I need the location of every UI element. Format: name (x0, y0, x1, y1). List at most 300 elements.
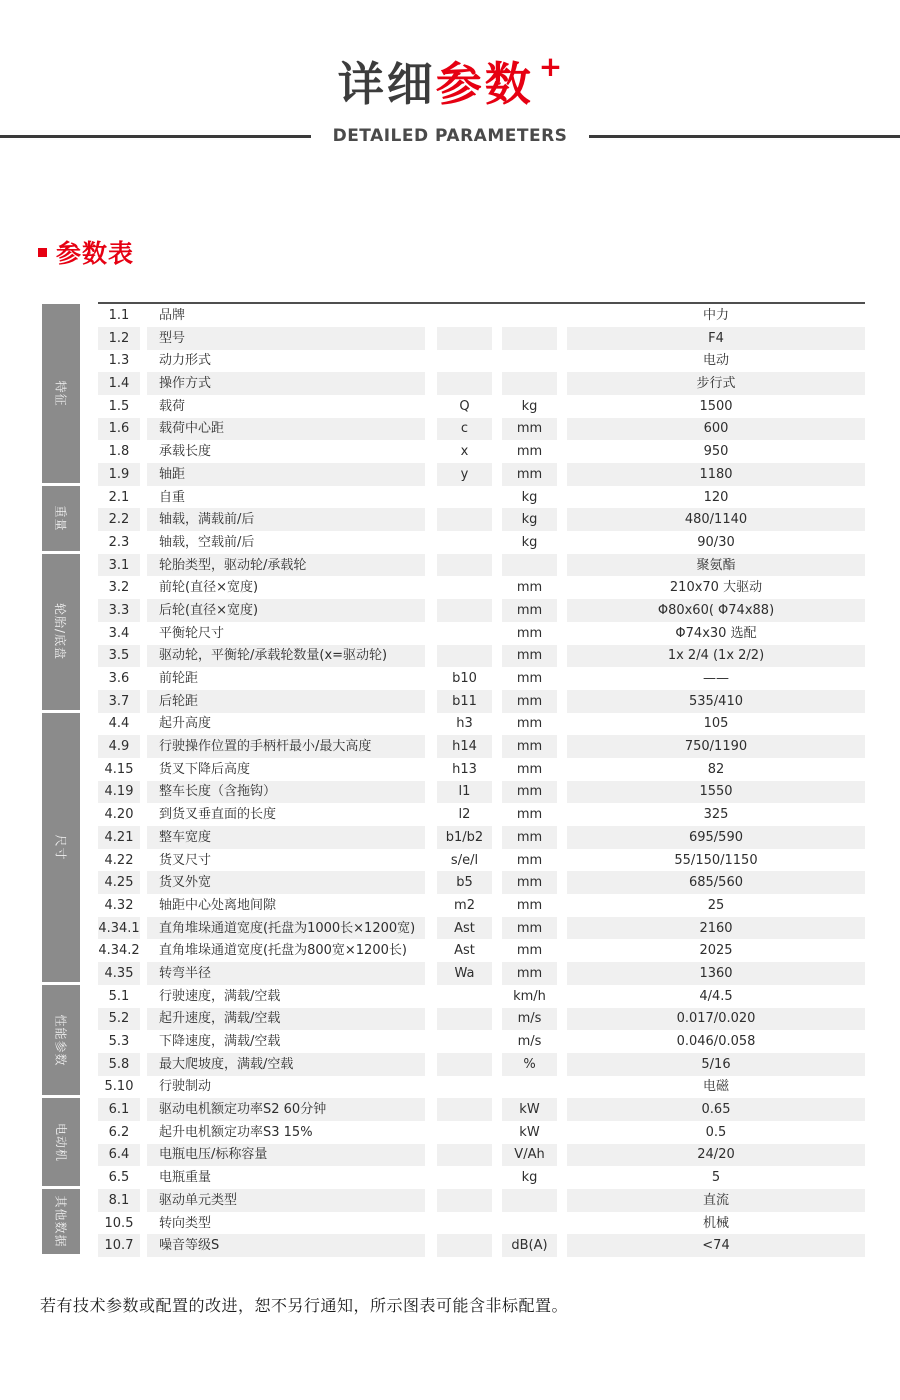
param-value-cell: 步行式 (567, 372, 865, 395)
param-unit-cell (502, 327, 557, 350)
cell-gap (140, 350, 147, 373)
param-symbol-cell: Q (459, 398, 470, 414)
cell-gap (140, 803, 147, 826)
param-name-cell: 轴载，空载前/后 (159, 534, 255, 550)
table-row (98, 508, 865, 531)
cell-gap (492, 463, 502, 486)
cell-gap (492, 554, 502, 577)
param-unit-cell: kW (519, 1124, 540, 1140)
cell-gap (557, 1121, 567, 1144)
param-name-cell: 整车宽度 (147, 826, 425, 849)
cell-gap (425, 1053, 437, 1076)
param-value-cell: 695/590 (567, 826, 865, 849)
cell-gap (425, 463, 437, 486)
cell-gap (140, 849, 147, 872)
cell-gap (140, 645, 147, 668)
param-name-cell: 轴距 (147, 463, 425, 486)
param-value-cell: 1500 (699, 398, 733, 414)
param-name-cell: 型号 (147, 327, 425, 350)
cell-gap (425, 1030, 437, 1053)
table-row (98, 735, 865, 758)
cell-gap (425, 508, 437, 531)
table-row (98, 781, 865, 804)
cell-gap (492, 1189, 502, 1212)
cell-gap (557, 781, 567, 804)
param-symbol-cell (437, 327, 492, 350)
param-symbol-cell (437, 372, 492, 395)
param-unit-cell: mm (516, 943, 543, 959)
row-index-cell: 6.2 (108, 1124, 130, 1140)
cell-gap (425, 554, 437, 577)
cell-gap (492, 350, 502, 373)
row-index-cell: 10.7 (98, 1234, 140, 1257)
row-index-cell: 6.5 (108, 1170, 130, 1186)
param-unit-cell: kg (521, 534, 538, 550)
param-unit-cell (502, 1189, 557, 1212)
param-symbol-cell: c (437, 418, 492, 441)
row-index-cell: 3.1 (98, 554, 140, 577)
cell-gap (425, 1121, 437, 1144)
row-index-cell: 1.8 (108, 444, 130, 460)
row-index-cell: 4.20 (104, 807, 134, 823)
cell-gap (557, 803, 567, 826)
cell-gap (557, 1166, 567, 1189)
cell-gap (557, 576, 567, 599)
section-rows (98, 486, 865, 554)
param-name-cell: 行驶速度，满载/空载 (159, 988, 281, 1004)
cell-gap (492, 1234, 502, 1257)
param-symbol-cell (437, 1053, 492, 1076)
row-index-cell: 4.32 (104, 897, 134, 913)
cell-gap (140, 667, 147, 690)
row-index-cell: 10.5 (104, 1215, 134, 1231)
cell-gap (140, 599, 147, 622)
param-name-cell: 电瓶电压/标称容量 (147, 1144, 425, 1167)
cell-gap (425, 395, 437, 418)
table-row (98, 894, 865, 917)
section-heading (38, 234, 900, 270)
cell-gap (425, 350, 437, 373)
row-index-cell: 1.2 (98, 327, 140, 350)
param-unit-cell: mm (516, 444, 543, 460)
param-unit-cell (502, 554, 557, 577)
param-unit-cell: mm (516, 625, 543, 641)
param-name-cell: 起升高度 (159, 716, 212, 732)
param-symbol-cell: h3 (456, 716, 473, 732)
cell-gap (492, 531, 502, 554)
table-row (98, 667, 865, 690)
param-value-cell: 90/30 (697, 534, 735, 550)
cell-gap (557, 690, 567, 713)
table-section (42, 554, 865, 713)
cell-gap (140, 1234, 147, 1257)
cell-gap (492, 1121, 502, 1144)
param-unit-cell: mm (502, 418, 557, 441)
category-label (42, 304, 80, 483)
cell-gap (492, 1076, 502, 1099)
cell-gap (140, 395, 147, 418)
table-row (98, 372, 865, 395)
cell-gap (557, 1144, 567, 1167)
row-index-cell: 1.9 (98, 463, 140, 486)
param-name-cell: 起升速度，满载/空载 (147, 1008, 425, 1031)
page-subtitle: DETAILED PARAMETERS (332, 126, 568, 147)
page-header (0, 0, 900, 146)
param-name-cell: 品牌 (159, 308, 186, 324)
cell-gap (140, 713, 147, 736)
cell-gap (425, 985, 437, 1008)
cell-gap (557, 372, 567, 395)
cell-gap (425, 735, 437, 758)
row-index-cell: 6.4 (98, 1144, 140, 1167)
param-symbol-cell: Ast (454, 943, 475, 959)
cell-gap (557, 1030, 567, 1053)
param-value-cell: 4/4.5 (699, 988, 733, 1004)
cell-gap (425, 713, 437, 736)
param-unit-cell: km/h (513, 988, 546, 1004)
param-name-cell: 前轮距 (159, 671, 199, 687)
table-row (98, 985, 865, 1008)
cell-gap (425, 576, 437, 599)
param-symbol-cell: l1 (437, 781, 492, 804)
row-index-cell: 1.6 (98, 418, 140, 441)
cell-gap (140, 962, 147, 985)
row-index-cell: 4.4 (108, 716, 130, 732)
cell-gap (140, 939, 147, 962)
category-label-text: 轮胎/底盘 (53, 603, 68, 661)
table-row (98, 1053, 865, 1076)
param-symbol-cell (437, 1166, 492, 1189)
table-row (98, 1008, 865, 1031)
param-unit-cell: mm (502, 826, 557, 849)
param-value-cell: —— (703, 671, 729, 687)
param-name-cell: 载荷 (159, 398, 186, 414)
param-unit-cell: mm (502, 463, 557, 486)
cell-gap (425, 599, 437, 622)
cell-gap (140, 690, 147, 713)
table-row (98, 1144, 865, 1167)
row-index-cell: 1.5 (108, 398, 130, 414)
cell-gap (492, 440, 502, 463)
cell-gap (492, 758, 502, 781)
category-label-text: 特征 (53, 380, 68, 407)
title-divider (0, 126, 900, 146)
cell-gap (425, 1076, 437, 1099)
table-row (98, 599, 865, 622)
param-value-cell: 750/1190 (567, 735, 865, 758)
param-symbol-cell (437, 599, 492, 622)
cell-gap (425, 939, 437, 962)
cell-gap (140, 735, 147, 758)
param-value-cell: 1550 (567, 781, 865, 804)
cell-gap (140, 1098, 147, 1121)
row-index-cell: 4.35 (98, 962, 140, 985)
param-value-cell: 325 (703, 807, 729, 823)
param-name-cell: 平衡轮尺寸 (159, 625, 225, 641)
cell-gap (140, 304, 147, 327)
row-index-cell: 3.5 (98, 645, 140, 668)
section-rows (98, 1098, 865, 1189)
cell-gap (557, 939, 567, 962)
param-value-cell: 5 (711, 1170, 721, 1186)
page-title-red: 参数 (435, 57, 534, 111)
param-name-cell: 下降速度，满载/空载 (159, 1034, 281, 1050)
param-symbol-cell (437, 1008, 492, 1031)
divider-line-right (589, 135, 900, 138)
param-value-cell: 1360 (567, 962, 865, 985)
param-unit-cell: dB(A) (502, 1234, 557, 1257)
cell-gap (557, 1076, 567, 1099)
param-value-cell: 24/20 (567, 1144, 865, 1167)
param-unit-cell: mm (502, 871, 557, 894)
cell-gap (140, 622, 147, 645)
param-name-cell: 动力形式 (159, 353, 212, 369)
table-row (98, 849, 865, 872)
param-unit-cell: V/Ah (502, 1144, 557, 1167)
param-unit-cell (502, 1076, 557, 1099)
param-name-cell: 轴距中心处离地间隙 (159, 897, 277, 913)
param-symbol-cell: b1/b2 (437, 826, 492, 849)
cell-gap (425, 894, 437, 917)
category-label-text: 性能参数 (53, 1014, 68, 1067)
param-name-cell: 载荷中心距 (147, 418, 425, 441)
param-value-cell: 1x 2/4 (1x 2/2) (567, 645, 865, 668)
section-heading-text: 参数表 (56, 239, 135, 269)
param-value-cell: 中力 (702, 308, 729, 324)
row-index-cell: 4.9 (98, 735, 140, 758)
cell-gap (425, 327, 437, 350)
cell-gap (140, 871, 147, 894)
param-value-cell: 0.046/0.058 (676, 1034, 756, 1050)
cell-gap (492, 690, 502, 713)
table-row (98, 690, 865, 713)
param-value-cell: 105 (703, 716, 729, 732)
cell-gap (557, 849, 567, 872)
param-value-cell: 2160 (567, 917, 865, 940)
row-index-cell: 3.2 (108, 580, 130, 596)
param-unit-cell: mm (516, 671, 543, 687)
cell-gap (425, 645, 437, 668)
table-row (98, 395, 865, 418)
page-title (338, 50, 562, 112)
cell-gap (140, 894, 147, 917)
param-name-cell: 轴载，满载前/后 (147, 508, 425, 531)
param-name-cell: 轮胎类型，驱动轮/承载轮 (147, 554, 425, 577)
category-label-text: 电动机 (53, 1122, 68, 1162)
param-name-cell: 承载长度 (159, 444, 212, 460)
divider-line-left (0, 135, 311, 138)
param-unit-cell (502, 1212, 557, 1235)
param-symbol-cell: b10 (452, 671, 477, 687)
row-index-cell: 6.1 (98, 1098, 140, 1121)
param-value-cell: 25 (707, 897, 725, 913)
table-row (98, 826, 865, 849)
row-index-cell: 4.21 (98, 826, 140, 849)
cell-gap (425, 1234, 437, 1257)
param-unit-cell: mm (502, 599, 557, 622)
param-symbol-cell (437, 985, 492, 1008)
section-rows (98, 985, 865, 1098)
cell-gap (425, 803, 437, 826)
cell-gap (140, 826, 147, 849)
table-section (42, 486, 865, 554)
cell-gap (425, 962, 437, 985)
cell-gap (140, 418, 147, 441)
cell-gap (492, 667, 502, 690)
param-unit-cell: mm (502, 781, 557, 804)
cell-gap (492, 1144, 502, 1167)
param-value-cell: 120 (703, 489, 729, 505)
table-row (98, 350, 865, 373)
table-row (98, 803, 865, 826)
cell-gap (140, 781, 147, 804)
cell-gap (557, 395, 567, 418)
param-value-cell: 电磁 (702, 1079, 729, 1095)
cell-gap (557, 667, 567, 690)
param-symbol-cell (437, 1212, 492, 1235)
param-value-cell: 535/410 (567, 690, 865, 713)
cell-gap (425, 690, 437, 713)
row-index-cell: 3.6 (108, 671, 130, 687)
cell-gap (492, 622, 502, 645)
cell-gap (492, 803, 502, 826)
param-value-cell: 1180 (567, 463, 865, 486)
param-name-cell: 前轮(直径×宽度) (159, 580, 259, 596)
table-row (98, 1189, 865, 1212)
row-index-cell: 2.2 (98, 508, 140, 531)
cell-gap (140, 440, 147, 463)
cell-gap (557, 826, 567, 849)
param-unit-cell: mm (502, 735, 557, 758)
table-row (98, 531, 865, 554)
cell-gap (557, 350, 567, 373)
param-unit-cell: kg (502, 508, 557, 531)
row-index-cell: 2.1 (108, 489, 130, 505)
table-row (98, 645, 865, 668)
cell-gap (557, 304, 567, 327)
param-symbol-cell (437, 1189, 492, 1212)
row-index-cell: 3.3 (98, 599, 140, 622)
param-value-cell: <74 (567, 1234, 865, 1257)
param-value-cell: 0.017/0.020 (567, 1008, 865, 1031)
param-name-cell: 最大爬坡度，满载/空载 (147, 1053, 425, 1076)
cell-gap (425, 667, 437, 690)
param-unit-cell: kg (521, 398, 538, 414)
cell-gap (557, 871, 567, 894)
table-row (98, 440, 865, 463)
cell-gap (425, 622, 437, 645)
cell-gap (140, 554, 147, 577)
cell-gap (492, 849, 502, 872)
param-unit-cell: mm (502, 917, 557, 940)
param-unit-cell (502, 372, 557, 395)
param-symbol-cell: h14 (437, 735, 492, 758)
cell-gap (425, 871, 437, 894)
table-row (98, 463, 865, 486)
table-row (98, 418, 865, 441)
param-unit-cell: mm (516, 716, 543, 732)
plus-icon: + (538, 50, 563, 83)
param-value-cell: Φ74x30 选配 (675, 625, 757, 641)
cell-gap (492, 304, 502, 327)
table-row (98, 304, 865, 327)
param-unit-cell: mm (502, 962, 557, 985)
param-symbol-cell: l2 (458, 807, 471, 823)
param-value-cell: 950 (703, 444, 729, 460)
row-index-cell: 4.19 (98, 781, 140, 804)
param-symbol-cell (437, 508, 492, 531)
param-name-cell: 起升电机额定功率S3 15% (159, 1124, 313, 1140)
param-value-cell: 82 (707, 761, 725, 777)
param-symbol-cell (437, 1098, 492, 1121)
param-value-cell: 480/1140 (567, 508, 865, 531)
param-value-cell: 685/560 (567, 871, 865, 894)
category-label-text: 尺寸 (53, 834, 68, 861)
cell-gap (492, 735, 502, 758)
cell-gap (425, 304, 437, 327)
cell-gap (425, 826, 437, 849)
cell-gap (557, 554, 567, 577)
cell-gap (557, 1189, 567, 1212)
param-symbol-cell (437, 350, 492, 373)
table-row (98, 1121, 865, 1144)
page-title-black: 详细 (337, 57, 436, 111)
table-row (98, 917, 865, 940)
cell-gap (140, 531, 147, 554)
row-index-cell: 5.8 (98, 1053, 140, 1076)
category-label (42, 985, 80, 1095)
param-value-cell: 210x70 大驱动 (669, 580, 763, 596)
param-symbol-cell: m2 (454, 897, 475, 913)
cell-gap (557, 1008, 567, 1031)
table-row (98, 1098, 865, 1121)
param-value-cell: F4 (567, 327, 865, 350)
cell-gap (425, 1008, 437, 1031)
table-row (98, 622, 865, 645)
cell-gap (492, 894, 502, 917)
section-rows (98, 304, 865, 486)
cell-gap (492, 713, 502, 736)
cell-gap (557, 418, 567, 441)
footer-note: 若有技术参数或配置的改进，恕不另行通知，所示图表可能含非标配置。 (40, 1296, 569, 1316)
cell-gap (557, 735, 567, 758)
cell-gap (425, 486, 437, 509)
cell-gap (425, 849, 437, 872)
param-value-cell: 电动 (702, 353, 729, 369)
cell-gap (492, 418, 502, 441)
cell-gap (425, 1189, 437, 1212)
red-square-bullet-icon (38, 248, 47, 257)
cell-gap (140, 1076, 147, 1099)
row-index-cell: 4.34.2 (98, 943, 140, 959)
param-symbol-cell: b5 (437, 871, 492, 894)
param-name-cell: 驱动单元类型 (147, 1189, 425, 1212)
section-rows (98, 1189, 865, 1257)
table-section (42, 304, 865, 486)
row-index-cell: 3.7 (98, 690, 140, 713)
param-unit-cell: mm (516, 897, 543, 913)
category-label (42, 486, 80, 551)
param-unit-cell: mm (516, 852, 543, 868)
cell-gap (140, 1166, 147, 1189)
cell-gap (425, 758, 437, 781)
param-name-cell: 货叉尺寸 (159, 852, 212, 868)
cell-gap (140, 327, 147, 350)
param-symbol-cell (437, 486, 492, 509)
cell-gap (492, 372, 502, 395)
param-value-cell: Φ80x60( Φ74x88) (567, 599, 865, 622)
cell-gap (557, 962, 567, 985)
